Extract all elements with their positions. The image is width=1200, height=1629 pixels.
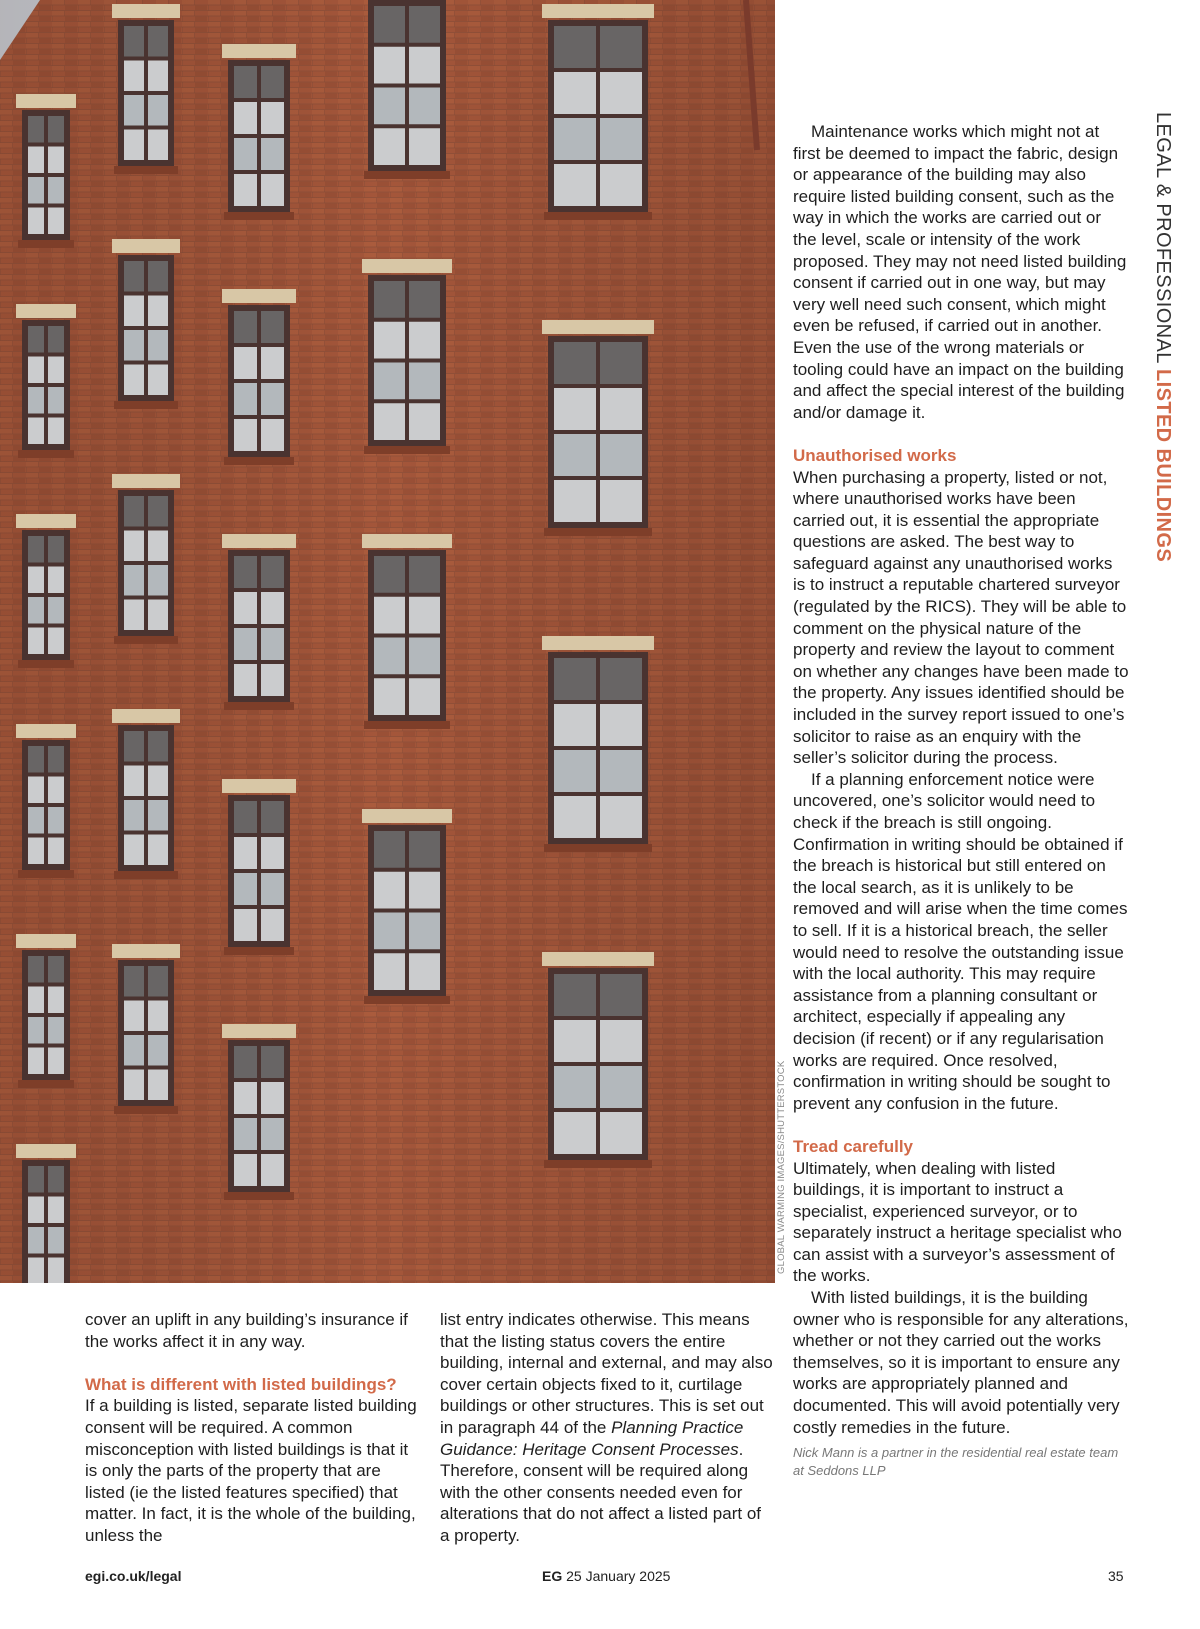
window — [112, 4, 180, 174]
window — [16, 94, 76, 248]
running-head — [1140, 112, 1180, 572]
window — [222, 289, 296, 465]
section-heading: Tread carefully — [793, 1136, 914, 1156]
window — [362, 534, 452, 729]
window — [362, 0, 452, 179]
section-label: LEGAL & PROFESSIONAL — [1152, 112, 1174, 364]
paragraph: When purchasing a property, listed or not, where unauthorised works have been carried out, it is essential the appropriate questions are asked. The best way to safeguard against any unauthorised works is to instruct a reputable chartered surveyor (regulated by the RICS). They will be able to comment on the physical nature of the property and review the layout to comment on whether any changes have been made to the property. Any issues identified should be included in the survey report issued to one’s solicitor to raise as an enquiry with the seller’s solicitor during the process. — [793, 467, 1129, 768]
window — [112, 474, 180, 644]
topic-label: LISTED BUILDINGS — [1152, 369, 1174, 563]
window — [222, 534, 296, 710]
paragraph: If a planning enforcement notice were uncovered, one’s solicitor would need to check if the breach is still ongoing. Confirmation in writing should be obtained if the breach is historical but still entered on the local search, as it is unlikely to be removed and will arise when the time comes to sell. If it is a historical breach, the seller would need to resolve the outstanding issue with the local authority. This may require assistance from a planning consultant or architect, especially if appealing any decision (if recent) or if any regularisation works are required. Once resolved, confirmation in writing should be sought to prevent any confusion in the future. — [793, 769, 1128, 1113]
window — [542, 952, 654, 1168]
window — [222, 44, 296, 220]
window — [222, 779, 296, 955]
window — [16, 514, 76, 668]
paragraph: Ultimately, when dealing with listed buildings, it is important to instruct a specialist, experienced surveyor, or to separately instruct a heritage specialist who can assist with a surveyor’s assessment of the works. — [793, 1158, 1122, 1286]
author-byline: Nick Mann is a partner in the residential real estate team at Seddons LLP — [793, 1445, 1119, 1479]
window — [112, 944, 180, 1114]
guidance-title: Planning Practice Guidance: Heritage Consent Processes — [440, 1417, 744, 1459]
window — [16, 304, 76, 458]
paragraph: If a building is listed, separate listed building consent will be required. A common misconception with listed buildings is that it is only the parts of the property that are listed (ie the listed features specified) that matter. In fact, it is the whole of the building, unless the — [85, 1396, 417, 1545]
window — [222, 1024, 296, 1200]
footer-issue — [542, 1568, 670, 1584]
window — [16, 934, 76, 1088]
paragraph: Maintenance works which might not at first be deemed to impact the fabric, design or appearance of the building may also require listed building consent, such as the way in which the works are carried out or the level, scale or intensity of the work proposed. They may not need listed building consent if carried out in one way, but may very well need such consent, which might even be refused, if carried out in another. Even the use of the wrong materials or tooling could have an impact on the building and affect the special interest of the building and/or damage it. — [793, 122, 1127, 422]
text-column-middle — [440, 1309, 775, 1547]
publication-name: EG — [542, 1568, 563, 1584]
footer-website: egi.co.uk/legal — [85, 1568, 182, 1584]
text-column-right — [793, 121, 1129, 1480]
section-heading: What is different with listed buildings? — [85, 1374, 397, 1394]
window — [16, 1144, 76, 1283]
issue-date: 25 January 2025 — [566, 1568, 671, 1584]
window — [542, 320, 654, 536]
window — [362, 259, 452, 454]
window — [112, 709, 180, 879]
window — [542, 4, 654, 220]
section-heading: Unauthorised works — [793, 445, 957, 465]
window — [16, 724, 76, 878]
window — [542, 636, 654, 852]
paragraph: list entry indicates otherwise. This means that the listing status covers the entire building, internal and external, and may also cover certain objects fixed to it, curtilage buildings or other structures. This is set out in paragraph 44 of the Planning Practice Guidance: Heritage Consent Processes. Therefore, consent will be required along with the other consents needed even for alterations that do not affect a listed part of a property. — [440, 1310, 773, 1545]
paragraph: With listed buildings, it is the building owner who is responsible for any alterations, whether or not they carried out the works themselves, so it is important to ensure any works are appropriately planned and documented. This will avoid potentially very costly remedies in the future. — [793, 1288, 1129, 1437]
text-column-left — [85, 1309, 420, 1547]
photo-credit: GLOBAL WARMING IMAGES/SHUTTERSTOCK — [776, 1060, 787, 1274]
window — [362, 809, 452, 1004]
page-number: 35 — [1108, 1568, 1124, 1584]
paragraph: cover an uplift in any building’s insurance if the works affect it in any way. — [85, 1310, 408, 1351]
window — [112, 239, 180, 409]
